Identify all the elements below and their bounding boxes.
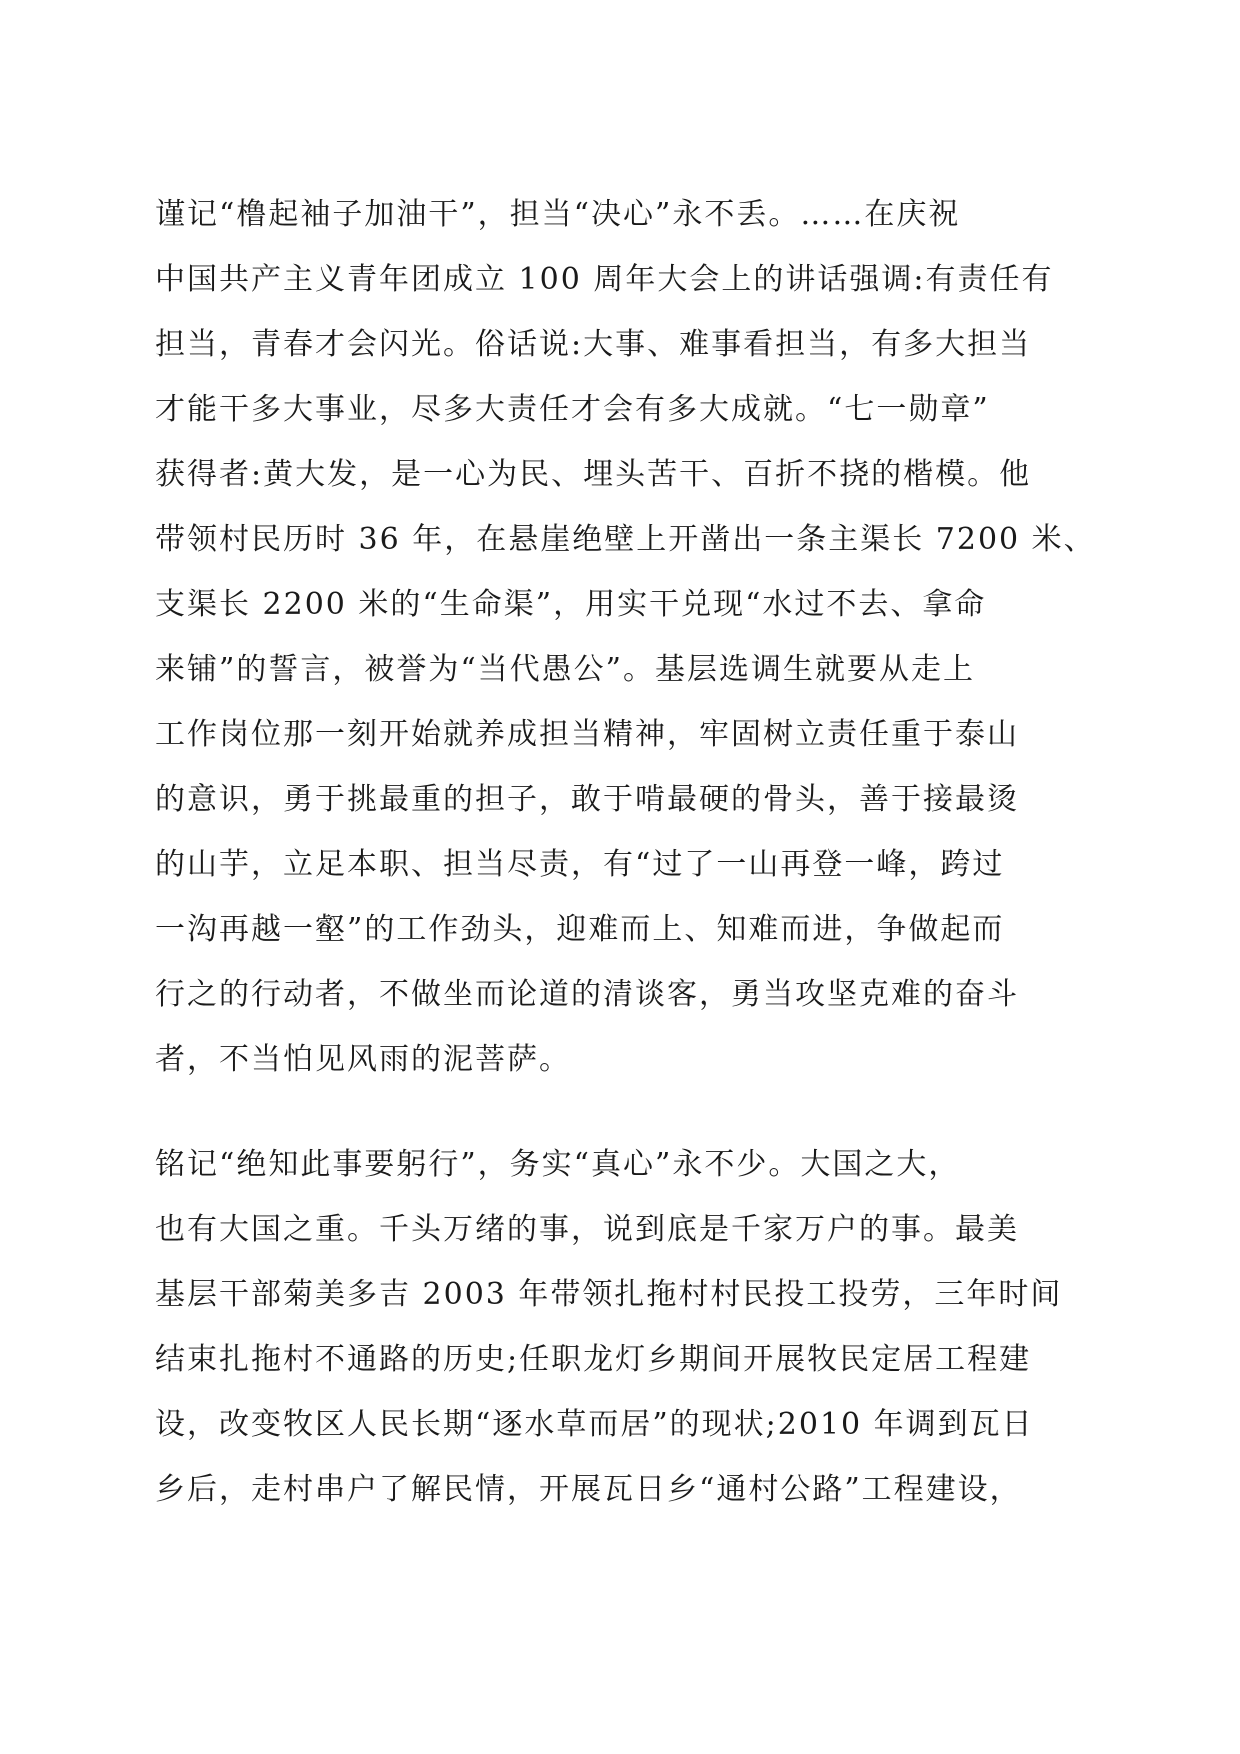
text-line: 工作岗位那一刻开始就养成担当精神，牢固树立责任重于泰山	[155, 717, 1019, 752]
text-line: 获得者:黄大发，是一心为民、埋头苦干、百折不挠的楷模。他	[155, 457, 1032, 492]
text-line: 带领村民历时 36 年，在悬崖绝壁上开凿出一条主渠长 7200 米、	[155, 522, 1096, 557]
text-line: 行之的行动者，不做坐而论道的清谈客，勇当攻坚克难的奋斗	[155, 977, 1019, 1012]
text-line: 的意识，勇于挑最重的担子，敢于啃最硬的骨头，善于接最烫	[155, 782, 1019, 817]
paragraph-responsibility	[155, 182, 1095, 1092]
text-line: 谨记“橹起袖子加油干”，担当“决心”永不丢。……在庆祝	[155, 197, 961, 232]
text-line: 基层干部菊美多吉 2003 年带领扎拖村村民投工投劳，三年时间	[155, 1277, 1063, 1312]
text-line: 中国共产主义青年团成立 100 周年大会上的讲话强调:有责任有	[155, 262, 1054, 297]
text-line: 铭记“绝知此事要躬行”，务实“真心”永不少。大国之大，	[155, 1147, 961, 1182]
text-line: 乡后，走村串户了解民情，开展瓦日乡“通村公路”工程建设，	[155, 1472, 1022, 1507]
text-line: 也有大国之重。千头万绪的事，说到底是千家万户的事。最美	[155, 1212, 1019, 1247]
text-line: 担当，青春才会闪光。俗话说:大事、难事看担当，有多大担当	[155, 327, 1032, 362]
paragraph-practice	[155, 1132, 1095, 1522]
text-line: 支渠长 2200 米的“生命渠”，用实干兑现“水过不去、拿命	[155, 587, 987, 622]
text-line: 设，改变牧区人民长期“逐水草而居”的现状;2010 年调到瓦日	[155, 1407, 1034, 1442]
text-line: 来铺”的誓言，被誉为“当代愚公”。基层选调生就要从走上	[155, 652, 976, 687]
text-line: 结束扎拖村不通路的历史;任职龙灯乡期间开展牧民定居工程建	[155, 1342, 1032, 1377]
text-line: 者，不当怕见风雨的泥菩萨。	[155, 1042, 571, 1077]
text-line: 的山芋，立足本职、担当尽责，有“过了一山再登一峰，跨过	[155, 847, 1005, 882]
text-line: 才能干多大事业，尽多大责任才会有多大成就。“七一勋章”	[155, 392, 990, 427]
text-line: 一沟再越一壑”的工作劲头，迎难而上、知难而进，争做起而	[155, 912, 1005, 947]
